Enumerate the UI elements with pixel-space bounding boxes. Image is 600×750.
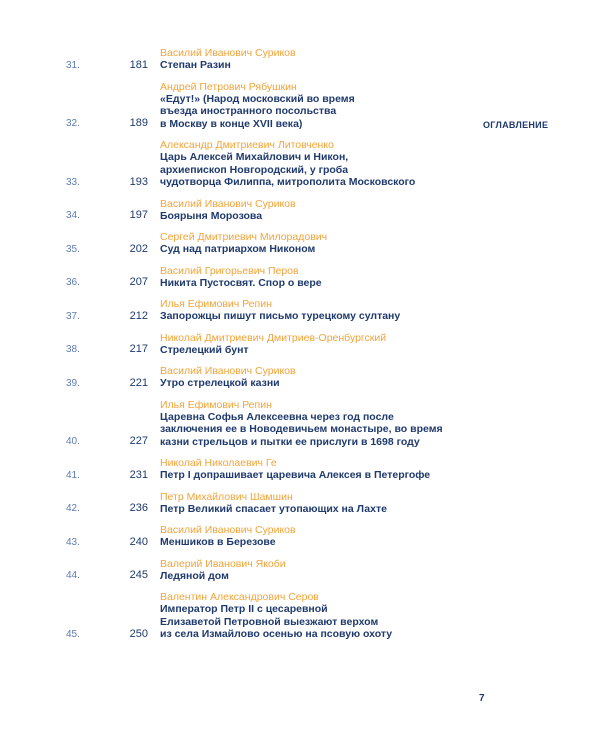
toc-entry — [0, 365, 600, 390]
entry-author: Андрей Петрович Рябушкин — [160, 80, 297, 93]
entry-author: Петр Михайлович Шамшин — [160, 490, 293, 503]
entry-index: 34. — [66, 210, 80, 221]
toc-entry — [0, 524, 600, 549]
entry-page: 212 — [129, 309, 148, 322]
toc-entry — [0, 558, 600, 583]
entry-index: 45. — [66, 628, 80, 640]
entry-title-line: Запорожцы пишут письмо турецкому султану — [160, 310, 401, 322]
entry-index: 40. — [66, 436, 80, 447]
entry-author: Василий Григорьевич Перов — [160, 264, 299, 277]
entry-title-line: архиепископ Новгородский, у гроба — [160, 163, 349, 176]
entry-author: Василий Иванович Суриков — [160, 524, 296, 536]
entry-title-line: Стрелецкий бунт — [160, 343, 249, 356]
entry-index: 32. — [66, 118, 80, 129]
entry-author: Василий Иванович Суриков — [160, 197, 296, 210]
entry-index: 37. — [66, 310, 80, 322]
entry-index: 41. — [66, 469, 80, 481]
entry-title-line: Степан Разин — [160, 59, 231, 71]
entry-author: Василий Иванович Суриков — [160, 365, 296, 377]
entry-title-line: Елизаветой Петровной выезжают верхом — [160, 615, 379, 628]
entry-title-line: Император Петр II с цесаревной — [160, 603, 328, 615]
toc-entry — [0, 591, 600, 641]
entry-author: Илья Ефимович Репин — [160, 398, 272, 411]
entry-title-line: въезда иностранного посольства — [160, 105, 337, 117]
entry-page: 189 — [129, 117, 148, 129]
toc-entry — [0, 198, 600, 223]
section-title: ОГЛАВЛЕНИЕ — [483, 120, 549, 130]
entry-title-line: Никита Пустосвят. Спор о вере — [160, 276, 322, 289]
entry-author: Валерий Иванович Якоби — [160, 557, 286, 570]
toc-entry — [0, 332, 600, 357]
page-number: 7 — [479, 693, 485, 704]
entry-author: Василий Иванович Суриков — [160, 47, 296, 59]
entry-author: Александр Дмитриевич Литовченко — [160, 139, 334, 151]
entry-index: 43. — [66, 536, 80, 548]
toc-entry — [0, 231, 600, 256]
entry-index: 42. — [66, 503, 80, 514]
entry-author: Сергей Дмитриевич Милорадович — [160, 231, 328, 243]
entry-title-line: Ледяной дом — [160, 569, 229, 582]
toc-entry — [0, 399, 600, 449]
entry-title-line: «Едут!» (Народ московский во время — [160, 92, 355, 105]
entry-index: 31. — [66, 59, 80, 71]
entry-title-line: заключения ее в Новодевичьем монастыре, во время — [160, 423, 443, 435]
entry-page: 202 — [129, 242, 148, 255]
entry-title-line: Петр Великий спасает утопающих на Лахте — [160, 502, 387, 515]
entry-index: 36. — [66, 277, 80, 288]
entry-index: 33. — [66, 176, 80, 188]
entry-page: 250 — [129, 627, 148, 640]
toc-entry — [0, 81, 600, 131]
toc-entry — [0, 47, 600, 72]
entry-title-line: Царь Алексей Михайлович и Никон, — [160, 151, 349, 163]
toc-entry — [0, 265, 600, 290]
toc-entry — [0, 139, 600, 189]
entry-page: 181 — [129, 58, 148, 71]
entry-title-line: из села Измайлово осенью на псовую охоту — [160, 628, 393, 640]
entry-title-line: Утро стрелецкой казни — [160, 377, 280, 389]
entry-page: 240 — [129, 535, 148, 548]
entry-author: Николай Николаевич Ге — [160, 457, 277, 469]
entry-page: 221 — [129, 376, 148, 389]
entry-title-line: казни стрельцов и пытки ее прислуги в 1698 году — [160, 435, 420, 448]
entry-page: 207 — [129, 276, 148, 288]
entry-page: 217 — [129, 343, 148, 355]
toc-entry — [0, 298, 600, 323]
entry-title-line: в Москву в конце XVII века) — [160, 117, 303, 130]
entry-page: 227 — [129, 435, 148, 447]
entry-author: Валентин Александрович Серов — [160, 591, 319, 603]
toc-entry — [0, 457, 600, 482]
entry-author: Николай Дмитриевич Дмитриев-Оренбургский — [160, 331, 387, 344]
entry-page: 245 — [129, 569, 148, 581]
toc-list — [0, 47, 600, 650]
entry-index: 38. — [66, 344, 80, 355]
entry-index: 35. — [66, 243, 80, 255]
entry-page: 236 — [129, 502, 148, 514]
entry-index: 44. — [66, 570, 80, 581]
entry-author: Илья Ефимович Репин — [160, 298, 272, 310]
entry-title-line: Суд над патриархом Никоном — [160, 243, 316, 255]
entry-index: 39. — [66, 377, 80, 389]
entry-title-line: Боярыня Морозова — [160, 209, 263, 222]
entry-title-line: чудотворца Филиппа, митрополита Московского — [160, 176, 416, 188]
entry-page: 231 — [129, 468, 148, 481]
entry-page: 193 — [129, 175, 148, 188]
entry-title-line: Петр I допрашивает царевича Алексея в Петергофе — [160, 469, 431, 481]
entry-title-line: Царевна Софья Алексеевна через год после — [160, 410, 394, 423]
toc-entry — [0, 491, 600, 516]
entry-title-line: Меншиков в Березове — [160, 536, 276, 548]
entry-page: 197 — [129, 209, 148, 221]
